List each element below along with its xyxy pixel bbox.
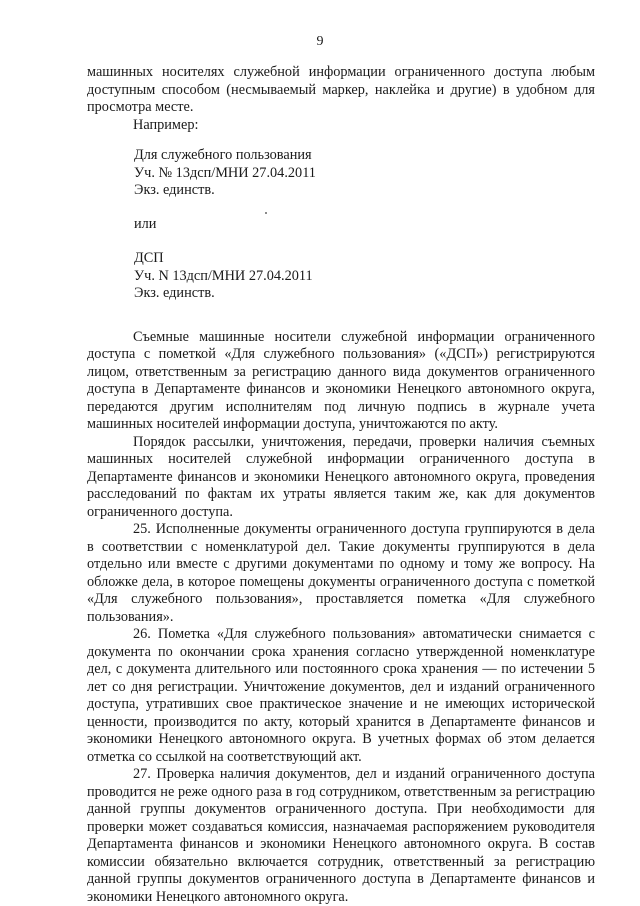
stamp-line-copy: Экз. единств. <box>134 285 215 301</box>
page-number: 9 <box>316 34 324 49</box>
paragraph-media-handling-order: Порядок рассылки, уничтожения, передачи, проверки наличия съемных машинных носителей служебной информации ограниченного доступа в Департаменте финансов и экономики Ненецкого автономного округа, проведения расследований по фактам их утраты является таким же, как для документов ограниченного доступа. <box>87 433 595 520</box>
paragraph-27: 27. Проверка наличия документов, дел и изданий ограниченного доступа проводится не реже одного раза в год сотрудником, ответственным за регистрацию данной группы документов ограниченного доступа. При необходимости для проверки может создаваться комиссия, назначаемая распоряжением руководителя Департамента финансов и экономики Ненецкого автономного округа. В состав комиссии обязательно включается сотрудник, ответственный за регистрацию данной группы документов ограниченного доступа в Департаменте финансов и экономики Ненецкого автономного округа. <box>87 766 595 905</box>
stamp-line-copy: Экз. единств. <box>134 182 215 198</box>
stamp-line-marking: Для служебного пользования <box>134 147 312 163</box>
stamp-example-short <box>134 250 595 303</box>
paragraph-25: 25. Исполненные документы ограниченного доступа группируются в дела в соответствии с номенклатурой дел. Такие документы группируются в дела отдельно или вместе с другими документами по одному и тому же вопросу. На обложке дела, в которое помещены документы ограниченного доступа с пометкой «Для служебного пользования», проставляется пометка «Для служебного пользования». <box>87 521 595 625</box>
or-separator: или <box>134 215 157 232</box>
paragraph-26: 26. Пометка «Для служебного пользования» автоматически снимается с документа по окончании срока хранения согласно утвержденной номенклатуре дел, с документа длительного или постоянного срока хранения — по истечении 5 лет со дня регистрации. Уничтожение документов, дел и изданий ограниченного доступа, утративших свое практическое значение и не имеющих исторической ценности, производится по акту, который хранится в Департаменте финансов и экономики Ненецкого автономного округа. В учетных формах об этом делается отметка со ссылкой на соответствующий акт. <box>87 626 595 765</box>
example-label: Например: <box>133 116 199 133</box>
stamp-line-registration: Уч. № 13дсп/МНИ 27.04.2011 <box>134 164 316 181</box>
paragraph-removable-media: Съемные машинные носители служебной информации ограниченного доступа с пометкой «Для служебного пользования» («ДСП») регистрируются лицом, ответственным за регистрацию данного вида документов ограниченного доступа в Департаменте финансов и экономики Ненецкого автономного округа, передаются другим исполнителям под личную подпись в журнале учета машинных носителей информации доступа, уничтожаются по акту. <box>87 328 595 432</box>
document-body <box>87 64 595 906</box>
stamp-line-marking: ДСП <box>134 250 164 266</box>
stamp-example-full <box>134 147 595 200</box>
stamp-line-registration: Уч. N 13дсп/МНИ 27.04.2011 <box>134 267 313 284</box>
intro-paragraph: машинных носителях служебной информации ограниченного доступа любым доступным способом (несмываемый маркер, наклейка и другие) в удобном для просмотра месте. <box>87 64 595 115</box>
